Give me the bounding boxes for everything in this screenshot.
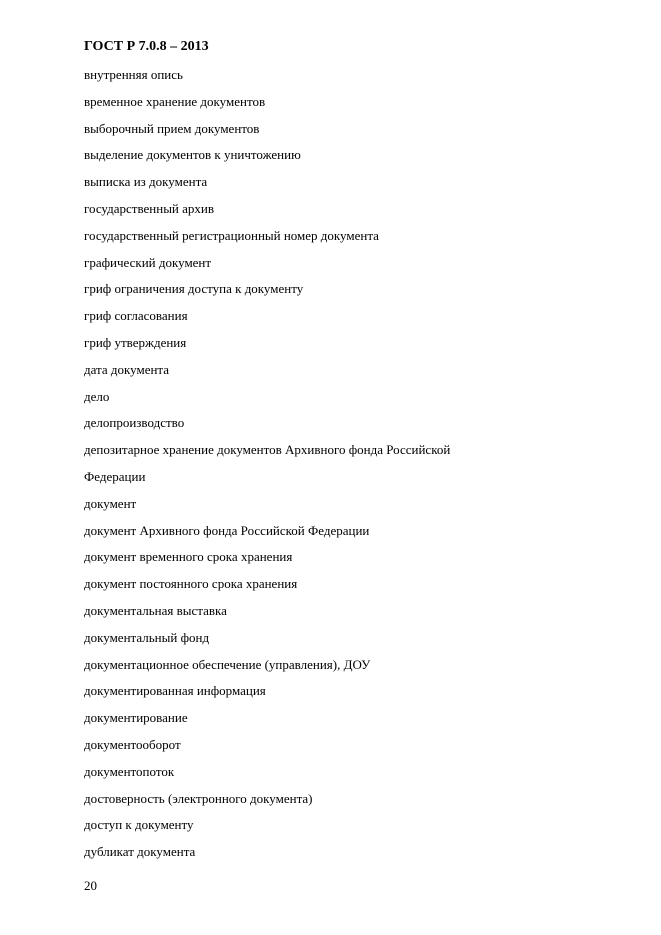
term-item: дело (84, 388, 110, 404)
term-item: выделение документов к уничтожению (84, 147, 301, 163)
term-item: документирование (84, 710, 188, 726)
page-number: 20 (84, 878, 97, 893)
term-item: документационное обеспечение (управления), ДОУ (84, 656, 371, 672)
term-item: выборочный прием документов (84, 120, 260, 136)
term-item: документированная информация (84, 683, 266, 699)
term-item: документ постоянного срока хранения (84, 576, 298, 592)
term-item: делопроизводство (84, 415, 185, 431)
term-item: документ (84, 495, 137, 511)
term-item: гриф согласования (84, 308, 188, 324)
term-item: документальный фонд (84, 629, 210, 645)
term-item: графический документ (84, 254, 212, 270)
term-item: дата документа (84, 361, 170, 377)
term-item: достоверность (электронного документа) (84, 790, 313, 806)
standard-header: ГОСТ Р 7.0.8 – 2013 (84, 39, 209, 54)
term-item: документальная выставка (84, 602, 227, 618)
term-item: документопоток (84, 763, 175, 779)
term-item: гриф утверждения (84, 334, 187, 350)
term-item: депозитарное хранение документов Архивного фонда Российской (84, 442, 451, 458)
term-item: дубликат документа (84, 844, 196, 860)
term-item: государственный регистрационный номер документа (84, 227, 379, 243)
term-item: документ Архивного фонда Российской Федерации (84, 522, 370, 538)
term-item: гриф ограничения доступа к документу (84, 281, 304, 297)
term-item: выписка из документа (84, 174, 208, 190)
term-index-list (84, 62, 554, 866)
term-item: государственный архив (84, 200, 214, 216)
term-item: Федерации (84, 468, 146, 484)
term-item: временное хранение документов (84, 93, 266, 109)
term-item: документ временного срока хранения (84, 549, 293, 565)
term-item: доступ к документу (84, 817, 194, 833)
term-item: внутренняя опись (84, 67, 183, 82)
term-item: документооборот (84, 736, 181, 752)
